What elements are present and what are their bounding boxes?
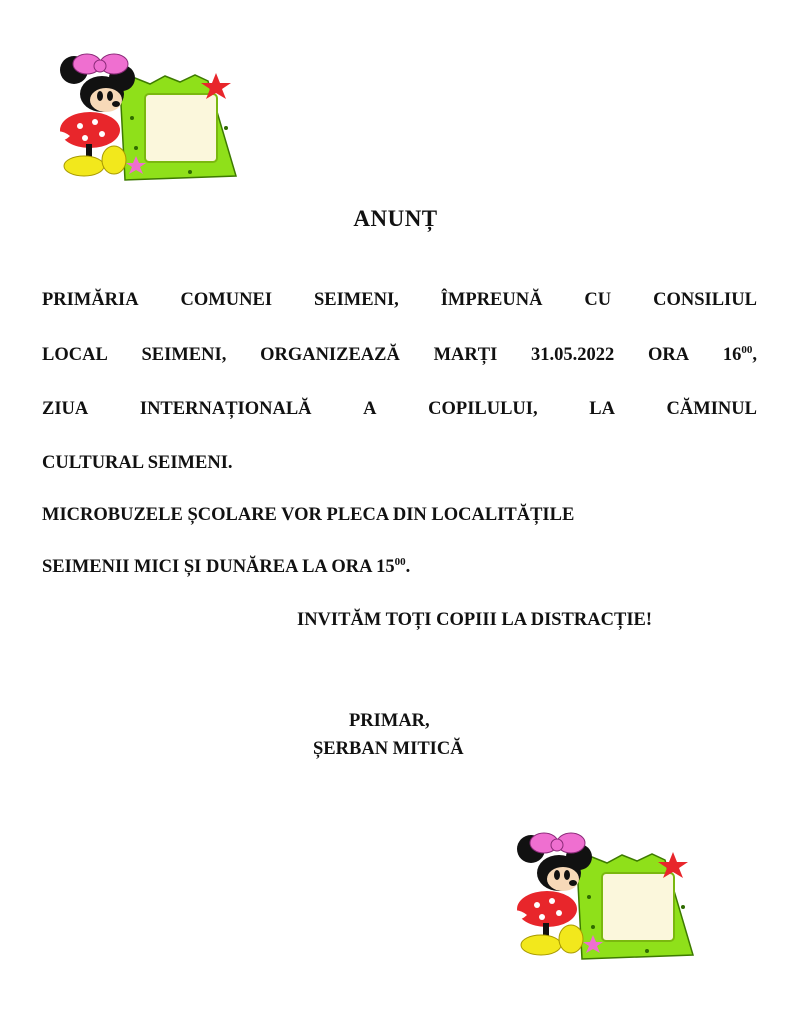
body-line-1: PRIMĂRIA COMUNEI SEIMENI, ÎMPREUNĂ CU CONSILIUL [42,290,757,310]
body-line-2: LOCAL SEIMENI, ORGANIZEAZĂ MARȚI 31.05.2022 ORA $16^{00}$, [42,343,757,365]
invitation-line: INVITĂM TOȚI COPIII LA DISTRACȚIE! [297,610,653,630]
body-line-6: SEIMENII MICI ȘI DUNĂREA LA ORA $15^{00}$. [42,555,411,577]
bus-time-minutes: 00 [394,555,406,568]
page-title: ANUNȚ [353,206,438,231]
signature-name: ȘERBAN MITICĂ [313,739,464,759]
signature-role: PRIMAR, [349,711,430,731]
body-line-4: CULTURAL SEIMENI. [42,453,233,473]
minnie-frame-icon [497,827,697,962]
minnie-photo-frame-clipart-top [40,48,240,183]
body-line-5: MICROBUZELE ȘCOLARE VOR PLECA DIN LOCALITĂȚILE [42,505,575,525]
body-line-3: ZIUA INTERNAȚIONALĂ A COPILULUI, LA CĂMINUL [42,399,757,419]
minnie-photo-frame-clipart-bottom [497,827,697,962]
minnie-frame-icon [40,48,240,183]
event-time: $16^{00}$, [722,343,757,365]
